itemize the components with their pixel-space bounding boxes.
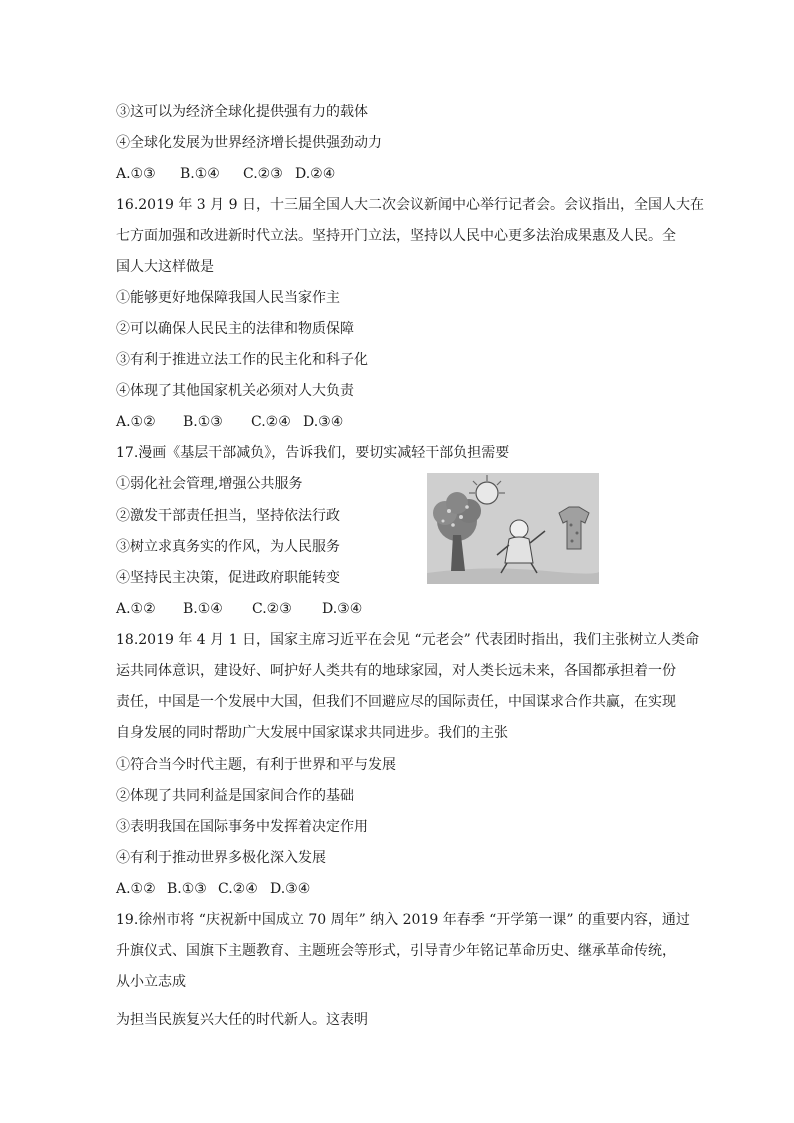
option-d: D.③④: [303, 414, 344, 430]
choice-item: ④体现了其他国家机关必须对人大负责: [116, 383, 354, 399]
choice-item: ①能够更好地保障我国人民当家作主: [116, 290, 340, 306]
answer-options: [116, 165, 335, 183]
text-line: 七方面加强和改进新时代立法。坚持开门立法，坚持以人民中心更多法治成果惠及人民。全: [116, 228, 676, 244]
option-a: A.①②: [116, 881, 156, 897]
choice-item: ③有利于推进立法工作的民主化和科子化: [116, 352, 368, 368]
text-line: ③这可以为经济全球化提供强有力的载体: [116, 104, 368, 120]
option-a: A.①②: [116, 601, 156, 617]
option-d: D.③④: [322, 601, 363, 617]
option-b: B.①④: [180, 166, 220, 182]
choice-item: ③表明我国在国际事务中发挥着决定作用: [116, 819, 368, 835]
text-line: 国人大这样做是: [116, 259, 214, 275]
choice-item: ④坚持民主决策，促进政府职能转变: [116, 570, 340, 586]
option-d: D.②④: [295, 166, 336, 182]
option-c: C.②④: [218, 881, 258, 897]
cartoon-illustration-icon: [427, 473, 599, 584]
text-line: 运共同体意识，建设好、呵护好人类共有的地球家园，对人类长远未来，各国都承担着一份: [116, 663, 676, 679]
option-b: B.①③: [167, 881, 207, 897]
option-c: C.②④: [251, 414, 291, 430]
question-18-stem: 18.2019 年 4 月 1 日，国家主席习近平在会见 “元老会” 代表团时指出，我们主张树立人类命: [116, 632, 700, 648]
answer-options: [116, 413, 343, 431]
text-line: 为担当民族复兴大任的时代新人。这表明: [116, 1012, 368, 1028]
choice-item: ①弱化社会管理,增强公共服务: [116, 476, 303, 492]
choice-item: ①符合当今时代主题，有利于世界和平与发展: [116, 757, 396, 773]
choice-item: ④有利于推动世界多极化深入发展: [116, 850, 326, 866]
option-b: B.①④: [183, 601, 223, 617]
question-16-stem: 16.2019 年 3 月 9 日，十三届全国人大二次会议新闻中心举行记者会。会议指出，全国人大在: [116, 197, 704, 213]
text-line: 责任，中国是一个发展中大国，但我们不回避应尽的国际责任，中国谋求合作共赢，在实现: [116, 694, 676, 710]
choice-item: ②激发干部责任担当，坚持依法行政: [116, 508, 340, 524]
option-c: C.②③: [243, 166, 283, 182]
choice-item: ③树立求真务实的作风，为人民服务: [116, 539, 340, 555]
option-a: A.①②: [116, 414, 156, 430]
cartoon-illustration: [427, 473, 599, 584]
option-c: C.②③: [252, 601, 292, 617]
text-line: 从小立志成: [116, 974, 186, 990]
option-a: A.①③: [116, 166, 156, 182]
text-line: ④全球化发展为世界经济增长提供强劲动力: [116, 135, 382, 151]
option-b: B.①③: [183, 414, 223, 430]
answer-options: [116, 880, 310, 898]
answer-options: [116, 600, 362, 618]
choice-item: ②可以确保人民民主的法律和物质保障: [116, 321, 354, 337]
question-17-stem: 17.漫画《基层干部减负》，告诉我们，要切实减轻干部负担需要: [116, 445, 510, 461]
choice-item: ②体现了共同利益是国家间合作的基础: [116, 788, 354, 804]
text-line: 自身发展的同时帮助广大发展中国家谋求共同进步。我们的主张: [116, 725, 508, 741]
option-d: D.③④: [270, 881, 311, 897]
question-19-stem: 19.徐州市将 “庆祝新中国成立 70 周年” 纳入 2019 年春季 “开学第一课” 的重要内容，通过: [116, 912, 690, 928]
text-line: 升旗仪式、国旗下主题教育、主题班会等形式，引导青少年铭记革命历史、继承革命传统，: [116, 943, 676, 959]
